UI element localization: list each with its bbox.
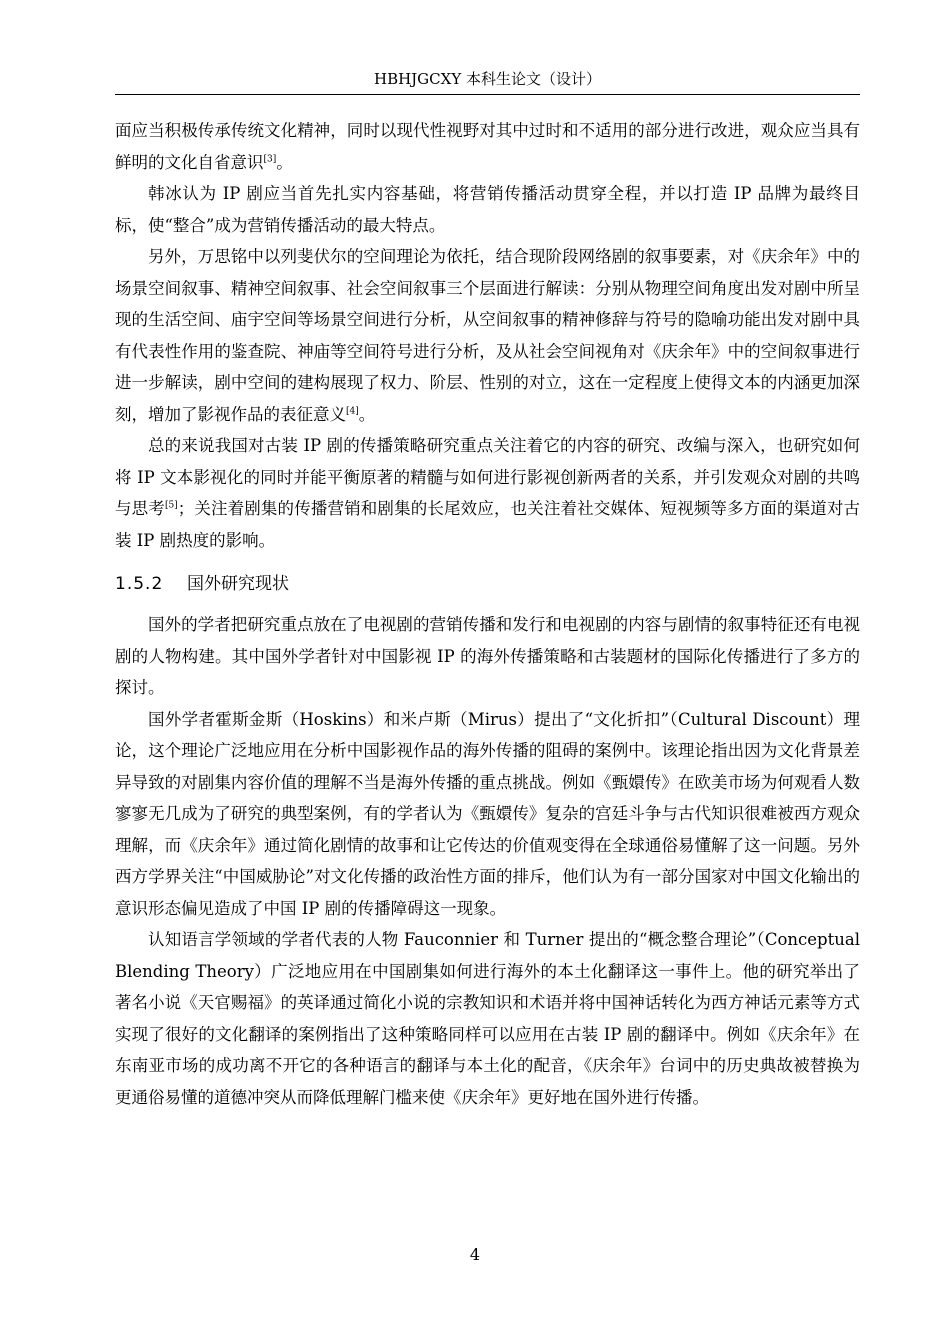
header-title: HBHJGCXY 本科生论文（设计） [373, 70, 601, 88]
body-paragraph: 国外的学者把研究重点放在了电视剧的营销传播和发行和电视剧的内容与剧情的叙事特征还有电视剧的人物构建。其中国外学者针对中国影视 IP 的海外传播策略和古装题材的国际化传播进行了多方的探讨。 [115, 615, 860, 697]
body-paragraph: 韩冰认为 IP 剧应当首先扎实内容基础，将营销传播活动贯穿全程，并以打造 IP 品牌为最终目标，使“整合”成为营销传播活动的最大特点。 [115, 184, 860, 235]
body-paragraph: 国外学者霍斯金斯（Hoskins）和米卢斯（Mirus）提出了“文化折扣”（Cultural Discount）理论，这个理论广泛地应用在分析中国影视作品的海外传播的阻碍的案例中。该理论指出因为文化背景差异导致的对剧集内容价值的理解不当是海外传播的重点挑战。例如《甄嬛传》在欧美市场为何观看人数寥寥无几成为了研究的典型案例，有的学者认为《甄嬛传》复杂的宫廷斗争与古代知识很难被西方观众理解，而《庆余年》通过简化剧情的故事和让它传达的价值观变得在全球通俗易懂解了这一问题。另外西方学界关注“中国威胁论”对文化传播的政治性方面的排斥，他们认为有一部分国家对中国文化输出的意识形态偏见造成了中国 IP 剧的传播障碍这一现象。 [115, 709, 860, 918]
section-title: 国外研究现状 [187, 574, 289, 594]
paper-body [115, 115, 860, 1113]
citation-3: [3] [263, 154, 277, 164]
page-number: 4 [469, 1245, 481, 1264]
body-paragraph: 另外，万思铭中以列斐伏尔的空间理论为依托，结合现阶段网络剧的叙事要素，对《庆余年》中的场景空间叙事、精神空间叙事、社会空间叙事三个层面进行解读：分别从物理空间角度出发对剧中所呈现的生活空间、庙宇空间等场景空间进行分析，从空间叙事的精神修辞与符号的隐喻功能出发对剧中具有代表性作用的鉴查院、神庙等空间符号进行分析，及从社会空间视角对《庆余年》中的空间叙事进行进一步解读，剧中空间的建构展现了权力、阶层、性别的对立，这在一定程度上使得文本的内涵更加深刻，增加了影视作品的表征意义[4]。 [115, 247, 860, 424]
citation-5: [5] [164, 500, 178, 511]
citation-4: [4] [346, 406, 359, 416]
body-paragraph: 面应当积极传承传统文化精神，同时以现代性视野对其中过时和不适用的部分进行改进，观众应当具有鲜明的文化自省意识[3]。 [115, 121, 860, 172]
section-number: 1.5.2 [115, 574, 164, 594]
body-paragraph: 认知语言学领域的学者代表的人物 Fauconnier 和 Turner 提出的“概念整合理论”（Conceptual Blending Theory）广泛地应用在中国剧集如何进行海外的本土化翻译这一事件上。他的研究举出了著名小说《天官赐福》的英译通过简化小说的宗教知识和术语并将中国神话转化为西方神话元素等方式实现了很好的文化翻译的案例指出了这种策略同样可以应用在古装 IP 剧的翻译中。例如《庆余年》在东南亚市场的成功离不开它的各种语言的翻译与本土化的配音，《庆余年》台词中的历史典故被替换为更通俗易懂的道德冲突从而降低理解门槛来使《庆余年》更好地在国外进行传播。 [115, 930, 860, 1107]
body-paragraph: 总的来说我国对古装 IP 剧的传播策略研究重点关注着它的内容的研究、改编与深入，也研究如何将 IP 文本影视化的同时并能平衡原著的精髓与如何进行影视创新两者的关系，并引发观众对剧的共鸣与思考[5]；关注着剧集的传播营销和剧集的长尾效应，也关注着社交媒体、短视频等多方面的渠道对古装 IP 剧热度的影响。 [115, 436, 861, 550]
section-heading [115, 569, 860, 599]
page-header [115, 68, 860, 95]
